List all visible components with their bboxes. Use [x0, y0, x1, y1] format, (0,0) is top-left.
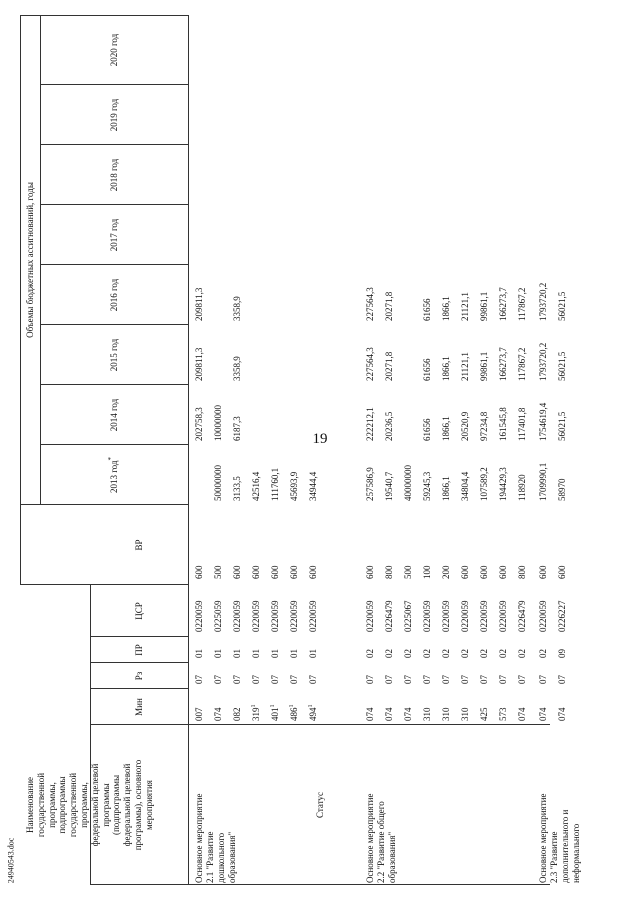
- pr-cell: 02: [403, 649, 413, 658]
- rz-cell: 07: [251, 675, 261, 684]
- vr-cell: 800: [384, 565, 394, 579]
- vr-cell: 800: [517, 565, 527, 579]
- year-2018-header: 2018 год: [108, 158, 119, 192]
- vr-header: ВР: [133, 539, 144, 551]
- y2013-cell: 40000000: [403, 465, 413, 501]
- vr-cell: 600: [365, 565, 375, 579]
- min-cell: $401^1$: [270, 704, 280, 721]
- y2016-cell: 56021,5: [557, 291, 567, 321]
- pr-cell: 01: [308, 649, 318, 658]
- y2013-cell: 59245,3: [422, 471, 432, 501]
- csr-cell: 0220059: [538, 600, 548, 632]
- y2014-cell: 1866,1: [441, 416, 451, 441]
- csr-cell: 0220059: [289, 600, 299, 632]
- year-2013-header: 2013 год*: [106, 456, 119, 494]
- year-2019-header: 2019 год: [108, 98, 119, 132]
- y2013-cell: 194429,3: [498, 467, 508, 501]
- rz-cell: 07: [384, 675, 394, 684]
- y2015-cell: 117867,2: [517, 347, 527, 381]
- y2014-cell: 10000000: [213, 405, 223, 441]
- min-cell: 074: [384, 707, 394, 721]
- y2014-cell: 97234,8: [479, 411, 489, 441]
- rz-cell: 07: [498, 675, 508, 684]
- pr-cell: 01: [194, 649, 204, 658]
- csr-cell: 0220059: [498, 600, 508, 632]
- csr-cell: 0220059: [422, 600, 432, 632]
- pr-cell: 01: [270, 649, 280, 658]
- y2015-cell: 61656: [422, 358, 432, 381]
- y2014-cell: 61656: [422, 418, 432, 441]
- rz-cell: 07: [365, 675, 375, 684]
- rz-cell: 07: [232, 675, 242, 684]
- y2013-cell: 118920: [517, 474, 527, 501]
- rz-cell: 07: [557, 675, 567, 684]
- year-2016-header: 2016 год: [108, 278, 119, 312]
- pr-cell: 01: [251, 649, 261, 658]
- y2013-cell: 42516,4: [251, 471, 261, 501]
- vr-cell: 600: [289, 565, 299, 579]
- y2013-cell: 3133,5: [232, 476, 242, 501]
- min-cell: 074: [557, 707, 567, 721]
- vr-cell: 600: [460, 565, 470, 579]
- pr-cell: 02: [365, 649, 375, 658]
- y2015-cell: 1866,1: [441, 356, 451, 381]
- pr-cell: 01: [232, 649, 242, 658]
- year-2015-header: 2015 год: [108, 338, 119, 372]
- csr-cell: 0225059: [213, 600, 223, 632]
- pr-header: ПР: [133, 644, 144, 656]
- page-number: 19: [312, 431, 328, 447]
- pr-cell: 02: [460, 649, 470, 658]
- rz-cell: 07: [194, 675, 204, 684]
- group-name-2-2: Основное мероприятие 2.2 "Развитие общего образования": [365, 793, 397, 883]
- pr-cell: 02: [498, 649, 508, 658]
- csr-cell: 0220059: [308, 600, 318, 632]
- vr-cell: 200: [441, 565, 451, 579]
- vr-cell: 600: [308, 565, 318, 579]
- vr-cell: 600: [232, 565, 242, 579]
- csr-cell: 0226479: [517, 600, 527, 632]
- rz-cell: 07: [213, 675, 223, 684]
- y2013-cell: 45693,9: [289, 471, 299, 501]
- rz-cell: 07: [538, 675, 548, 684]
- pr-cell: 01: [213, 649, 223, 658]
- min-cell: 082: [232, 707, 242, 721]
- y2016-cell: 61656: [422, 298, 432, 321]
- year-2020-header: 2020 год: [108, 33, 119, 67]
- y2013-cell: 1709990,1: [538, 462, 548, 501]
- y2013-cell: 107589,2: [479, 467, 489, 501]
- min-cell: 310: [441, 707, 451, 721]
- min-cell: 074: [517, 707, 527, 721]
- y2013-cell: 34804,4: [460, 471, 470, 501]
- y2014-cell: 20236,5: [384, 411, 394, 441]
- csr-cell: 0220059: [270, 600, 280, 632]
- csr-cell: 0226479: [384, 600, 394, 632]
- y2016-cell: 227564,3: [365, 287, 375, 321]
- footnote-mark: 1: [289, 704, 295, 708]
- y2015-cell: 3358,9: [232, 356, 242, 381]
- y2016-cell: 20271,8: [384, 291, 394, 321]
- pr-cell: 02: [422, 649, 432, 658]
- y2014-cell: 222212,1: [365, 407, 375, 441]
- y2013-cell: 58970: [557, 478, 567, 501]
- y2015-cell: 21121,1: [460, 352, 470, 381]
- y2016-cell: 209811,3: [194, 287, 204, 321]
- csr-cell: 0220059: [232, 600, 242, 632]
- csr-cell: 0220059: [194, 600, 204, 632]
- min-cell: 310: [460, 707, 470, 721]
- group-name-2-1: Основное мероприятие 2.1 "Развитие дошкольного образования": [194, 793, 237, 883]
- footnote-mark: 1: [308, 704, 314, 708]
- year-2017-header: 2017 год: [108, 218, 119, 252]
- rz-cell: 07: [517, 675, 527, 684]
- min-cell: $486^1$: [289, 704, 299, 721]
- y2014-cell: 6187,3: [232, 416, 242, 441]
- group-name-2-3: Основное мероприятие 2.3 "Развитие дополнительного и неформального: [538, 793, 581, 883]
- csr-cell: 0226227: [557, 600, 567, 632]
- y2015-cell: 227564,3: [365, 347, 375, 381]
- footnote-mark: 1: [251, 704, 257, 708]
- min-cell: 074: [403, 707, 413, 721]
- pr-cell: 02: [517, 649, 527, 658]
- y2013-cell: 257586,9: [365, 467, 375, 501]
- volumes-group-header: Объемы бюджетных ассигнований, годы: [24, 182, 35, 338]
- pr-cell: 02: [538, 649, 548, 658]
- y2013-cell: 50000000: [213, 465, 223, 501]
- csr-header: ЦСР: [133, 602, 144, 620]
- rz-cell: 07: [308, 675, 318, 684]
- y2016-cell: 21121,1: [460, 292, 470, 321]
- rz-cell: 07: [403, 675, 413, 684]
- rz-header: Рз: [133, 671, 144, 681]
- y2014-cell: 56021,5: [557, 411, 567, 441]
- vr-cell: 600: [557, 565, 567, 579]
- y2015-cell: 166273,7: [498, 347, 508, 381]
- rz-cell: 07: [289, 675, 299, 684]
- y2014-cell: 117401,8: [517, 407, 527, 441]
- min-cell: 074: [365, 707, 375, 721]
- volumes-group-left-border: [20, 584, 90, 585]
- y2015-cell: 99861,1: [479, 351, 489, 381]
- y2013-cell: 19540,7: [384, 471, 394, 501]
- vr-cell: 500: [403, 565, 413, 579]
- y2015-cell: 56021,5: [557, 351, 567, 381]
- csr-cell: 0220059: [251, 600, 261, 632]
- y2016-cell: 99861,1: [479, 291, 489, 321]
- min-cell: 573: [498, 707, 508, 721]
- vr-cell: 500: [213, 565, 223, 579]
- rz-cell: 07: [441, 675, 451, 684]
- csr-cell: 0220059: [365, 600, 375, 632]
- name-header: Наименование государственной программы, подпрограммы государственной программы, федеральной целевой программы (подпрограммы федеральной целевой программы), основного мероприятия: [25, 759, 154, 851]
- document-id: 24940543.doc: [6, 837, 16, 884]
- y2014-cell: 202758,3: [194, 407, 204, 441]
- y2016-cell: 1793720,2: [538, 282, 548, 321]
- min-cell: 074: [213, 707, 223, 721]
- y2015-cell: 1793720,2: [538, 342, 548, 381]
- csr-cell: 0220059: [460, 600, 470, 632]
- vr-cell: 600: [479, 565, 489, 579]
- footnote-mark: 1: [270, 704, 276, 708]
- rz-cell: 07: [479, 675, 489, 684]
- y2016-cell: 3358,9: [232, 296, 242, 321]
- vr-cell: 600: [251, 565, 261, 579]
- pr-cell: 02: [441, 649, 451, 658]
- min-header: Мин: [133, 698, 144, 716]
- min-cell: 310: [422, 707, 432, 721]
- y2016-cell: 117867,2: [517, 287, 527, 321]
- vr-cell: 100: [422, 565, 432, 579]
- csr-cell: 0220059: [441, 600, 451, 632]
- year-2014-header: 2014 год: [108, 398, 119, 432]
- y2014-cell: 161545,8: [498, 407, 508, 441]
- pr-cell: 02: [384, 649, 394, 658]
- min-cell: $494^1$: [308, 704, 318, 721]
- vr-cell: 600: [498, 565, 508, 579]
- y2014-cell: 20520,9: [460, 411, 470, 441]
- rz-cell: 07: [422, 675, 432, 684]
- y2016-cell: 166273,7: [498, 287, 508, 321]
- status-header: Статус: [314, 792, 325, 818]
- vr-cell: 600: [270, 565, 280, 579]
- csr-cell: 0220059: [479, 600, 489, 632]
- y2013-cell: 111760,1: [270, 467, 280, 501]
- budget-table: [20, 15, 620, 885]
- csr-cell: 0225067: [403, 600, 413, 632]
- y2015-cell: 209811,3: [194, 347, 204, 381]
- min-cell: 425: [479, 707, 489, 721]
- pr-cell: 02: [479, 649, 489, 658]
- y2013-cell: 1866,1: [441, 476, 451, 501]
- pr-cell: 09: [557, 649, 567, 658]
- y2013-cell: 34944,4: [308, 471, 318, 501]
- vr-cell: 600: [538, 565, 548, 579]
- y2015-cell: 20271,8: [384, 351, 394, 381]
- vr-cell: 600: [194, 565, 204, 579]
- rz-cell: 07: [270, 675, 280, 684]
- min-cell: $319^1$: [251, 704, 261, 721]
- pr-cell: 01: [289, 649, 299, 658]
- min-cell: 074: [538, 707, 548, 721]
- rz-cell: 07: [460, 675, 470, 684]
- min-cell: 007: [194, 707, 204, 721]
- y2016-cell: 1866,1: [441, 296, 451, 321]
- y2014-cell: 1754619,4: [538, 402, 548, 441]
